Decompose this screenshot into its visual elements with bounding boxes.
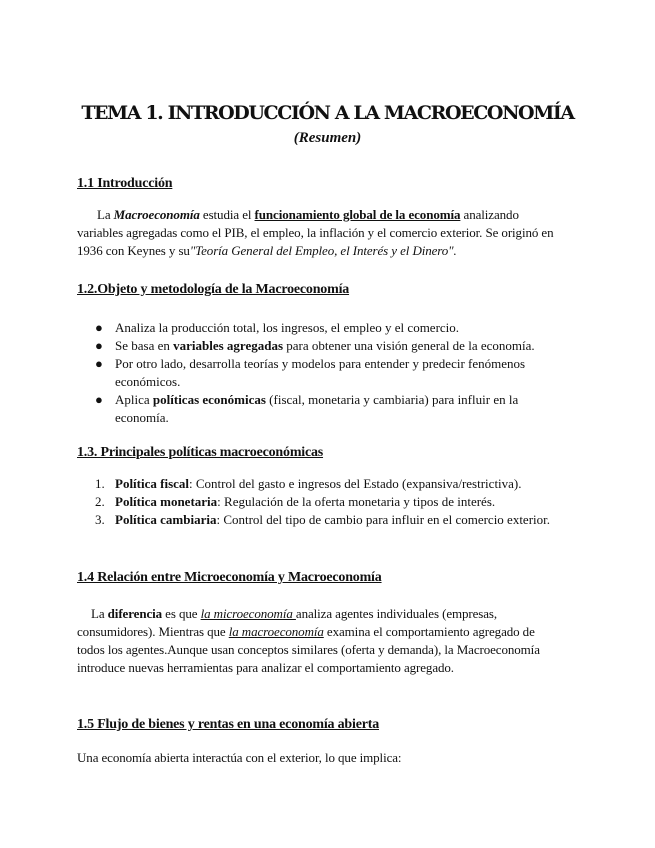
- emphasis-variables-agregadas: variables agregadas: [173, 338, 284, 353]
- section-paragraph-relacion: [77, 605, 557, 677]
- text-run: analizando variables agregadas como el PIB, el empleo, la inflación y el comercio exterior. Se originó en 1936 con Keynes y su: [77, 207, 554, 258]
- bullet-icon: ●: [95, 392, 103, 407]
- objeto-bullet-list: [95, 319, 565, 427]
- politicas-numbered-list: [95, 475, 565, 529]
- list-number: 2.: [95, 494, 105, 509]
- emphasis-macroeconomia: Macroeconomía: [113, 207, 200, 222]
- section-paragraph-flujo: Una economía abierta interactúa con el exterior, lo que implica:: [77, 750, 402, 765]
- text-run: La: [91, 606, 108, 621]
- book-title-quote: "Teoría General del Empleo, el Interés y el Dinero".: [189, 243, 457, 258]
- list-number: 1.: [95, 476, 105, 491]
- text-run: es que: [162, 606, 201, 621]
- list-item: [95, 319, 565, 337]
- text-run: Por otro lado, desarrolla teorías y modelos para entender y predecir fenómenos económicos.: [115, 356, 526, 389]
- bullet-icon: ●: [95, 320, 103, 335]
- emphasis-politica-monetaria: Política monetaria: [115, 494, 218, 509]
- emphasis-la-microeconomia: la microeconomía: [200, 606, 296, 621]
- text-run: examina el comportamiento agregado de todos los agentes.Aunque usan conceptos similares (oferta y demanda), la Macroeconomía introduce nuevas herramientas para analizar el comportamiento agregado.: [77, 624, 540, 675]
- document-subtitle: (Resumen): [293, 130, 362, 146]
- section-paragraph-introduccion: [77, 206, 557, 260]
- section-heading-politicas: 1.3. Principales políticas macroeconómicas: [77, 445, 324, 460]
- section-heading-flujo: 1.5 Flujo de bienes y rentas en una economía abierta: [77, 717, 380, 732]
- text-run: para obtener una visión general de la economía.: [283, 338, 535, 353]
- bullet-icon: ●: [95, 338, 103, 353]
- list-item: [95, 475, 565, 493]
- list-item: [95, 493, 565, 511]
- section-heading-objeto: 1.2.Objeto y metodología de la Macroeconomía: [77, 282, 350, 297]
- document-title: TEMA 1. INTRODUCCIÓN A LA MACROECONOMÍA: [81, 102, 574, 124]
- emphasis-politica-fiscal: Política fiscal: [115, 476, 190, 491]
- list-item: [95, 337, 565, 355]
- list-item: [95, 511, 565, 529]
- text-run: Analiza la producción total, los ingresos, el empleo y el comercio.: [115, 320, 460, 335]
- emphasis-politicas-economicas: políticas económicas: [152, 392, 266, 407]
- section-heading-introduccion: 1.1 Introducción: [77, 176, 173, 191]
- text-run: (fiscal, monetaria y cambiaria) para influir en la economía.: [115, 392, 519, 425]
- section-heading-relacion: 1.4 Relación entre Microeconomía y Macroeconomía: [77, 570, 382, 585]
- text-run: Aplica: [115, 392, 153, 407]
- text-run: : Control del tipo de cambio para influir en el comercio exterior.: [216, 512, 551, 527]
- list-item: [95, 391, 565, 427]
- list-item: [95, 355, 565, 391]
- bullet-icon: ●: [95, 356, 103, 371]
- emphasis-diferencia: diferencia: [107, 606, 163, 621]
- emphasis-la-macroeconomia: la macroeconomía: [228, 624, 324, 639]
- text-run: analiza agentes individuales (empresas, consumidores). Mientras que: [77, 606, 498, 639]
- emphasis-politica-cambiaria: Política cambiaria: [115, 512, 217, 527]
- list-number: 3.: [95, 512, 105, 527]
- text-run: Se basa en: [115, 338, 174, 353]
- text-run: La: [97, 207, 114, 222]
- text-run: : Regulación de la oferta monetaria y tipos de interés.: [217, 494, 496, 509]
- text-run: estudia el: [199, 207, 255, 222]
- emphasis-funcionamiento-global: funcionamiento global de la economía: [254, 207, 461, 222]
- text-run: : Control del gasto e ingresos del Estado (expansiva/restrictiva).: [189, 476, 522, 491]
